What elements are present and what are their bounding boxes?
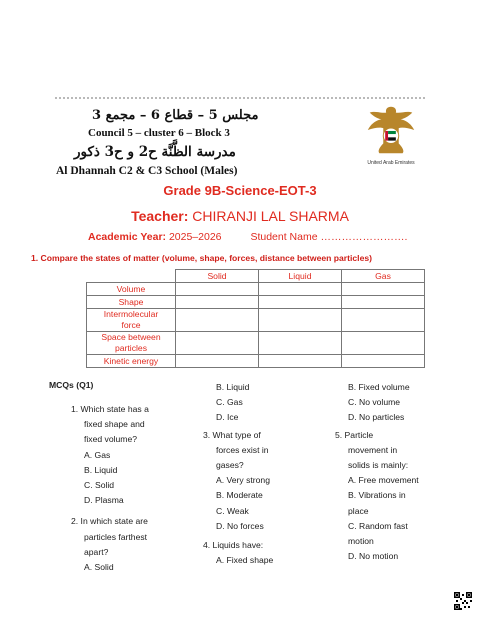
mcq-option[interactable]: C. No volume	[348, 397, 401, 408]
answer-cell[interactable]	[259, 283, 342, 296]
column-header-solid: Solid	[176, 270, 259, 283]
mcq-option[interactable]: C. Weak	[216, 505, 249, 516]
mcq-line: place	[348, 505, 369, 516]
row-header-line: Intermolecular	[103, 309, 159, 319]
mcq-option[interactable]: B. Liquid	[216, 382, 250, 392]
mcq-option[interactable]: B. Vibrations in	[348, 490, 406, 501]
qr-code-icon	[454, 592, 472, 610]
academic-year-label: Academic Year:	[88, 231, 167, 243]
arabic-council-line: مجلس 5 – قطاع 6 – مجمع 3	[92, 108, 259, 123]
arabic-school-line: مدرسة الظَّنَّة ح2 و ح3 ذكور	[74, 144, 236, 160]
mcq-option[interactable]: B. Liquid	[84, 464, 118, 475]
mcq-column-left	[71, 402, 149, 575]
row-header-shape: Shape	[87, 296, 176, 309]
teacher-label: Teacher:	[131, 208, 189, 224]
mcq-line: apart?	[84, 546, 109, 557]
row-header-line: particles	[115, 343, 147, 353]
council-line: Council 5 – cluster 6 – Block 3	[88, 127, 230, 139]
answer-cell[interactable]	[342, 355, 425, 368]
column-header-gas: Gas	[342, 270, 425, 283]
mcq-line: fixed shape and	[84, 419, 145, 430]
table-row	[87, 283, 425, 296]
emblem-caption: United Arab Emirates	[367, 160, 415, 166]
mcq-line: 2. In which state are	[71, 516, 148, 527]
table-row	[87, 355, 425, 368]
answer-cell[interactable]	[176, 332, 259, 355]
row-header-line: force	[121, 320, 141, 330]
answer-cell[interactable]	[259, 355, 342, 368]
mcq-line: fixed volume?	[84, 434, 138, 445]
mcq-option[interactable]: C. Random fast	[348, 520, 408, 531]
mcq-line: particles farthest	[84, 531, 148, 542]
mcq-option[interactable]: D. No forces	[216, 520, 264, 531]
mcq-option[interactable]: D. No motion	[348, 551, 399, 562]
mcq-option[interactable]: B. Fixed volume	[348, 382, 410, 392]
mcq-column-right	[335, 380, 419, 564]
mcq-option[interactable]: D. No particles	[348, 412, 405, 423]
mcq-option[interactable]: B. Moderate	[216, 490, 263, 501]
column-header-liquid: Liquid	[259, 270, 342, 283]
row-header-line: Space between	[101, 332, 161, 342]
mcq-option[interactable]: A. Very strong	[216, 475, 270, 486]
table-corner-cell	[87, 270, 176, 283]
mcq-line: 5. Particle	[335, 429, 374, 440]
mcq-line: 1. Which state has a	[71, 404, 149, 414]
mcq-line: gases?	[216, 460, 244, 471]
mcq-line: forces exist in	[216, 444, 269, 455]
answer-cell[interactable]	[176, 355, 259, 368]
mcq-line: motion	[348, 536, 374, 547]
mcq-line: 3. What type of	[203, 429, 261, 440]
answer-cell[interactable]	[342, 332, 425, 355]
mcq-option[interactable]: A. Gas	[84, 449, 111, 460]
mcq-option[interactable]: A. Fixed shape	[216, 555, 274, 566]
academic-year-value: 2025–2026	[168, 231, 222, 243]
answer-cell[interactable]	[342, 309, 425, 332]
table-row	[87, 296, 425, 309]
row-header-kinetic-energy: Kinetic energy	[87, 355, 176, 368]
mcq-option[interactable]: A. Free movement	[348, 475, 419, 486]
table-row	[87, 332, 425, 355]
row-header-space-between-particles	[87, 332, 176, 355]
header-divider	[55, 97, 425, 99]
uae-emblem-icon	[362, 101, 420, 159]
mcq-line: movement in	[348, 444, 398, 455]
table-row	[87, 309, 425, 332]
answer-cell[interactable]	[176, 296, 259, 309]
academic-year-line	[88, 231, 407, 243]
teacher-line	[0, 208, 480, 224]
mcq-option[interactable]: D. Plasma	[84, 495, 124, 506]
answer-cell[interactable]	[259, 332, 342, 355]
answer-cell[interactable]	[176, 309, 259, 332]
mcq-option[interactable]: C. Gas	[216, 397, 243, 408]
student-name-field: Student Name …………………….	[250, 231, 408, 243]
mcq-heading: MCQs (Q1)	[49, 380, 94, 390]
row-header-volume: Volume	[87, 283, 176, 296]
mcq-line: 4. Liquids have:	[203, 540, 264, 551]
row-header-intermolecular-force	[87, 309, 176, 332]
answer-cell[interactable]	[342, 296, 425, 309]
states-comparison-table	[86, 269, 425, 368]
school-name: Al Dhannah C2 & C3 School (Males)	[56, 165, 238, 177]
teacher-name: CHIRANJI LAL SHARMA	[192, 208, 349, 224]
answer-cell[interactable]	[176, 283, 259, 296]
page-title: Grade 9B-Science-EOT-3	[163, 183, 317, 198]
mcq-column-middle	[203, 380, 273, 568]
answer-cell[interactable]	[259, 309, 342, 332]
mcq-option[interactable]: C. Solid	[84, 480, 115, 491]
question-1-prompt: 1. Compare the states of matter (volume, shape, forces, distance between particles)	[31, 253, 372, 263]
table-header-row	[87, 270, 425, 283]
mcq-option[interactable]: D. Ice	[216, 412, 239, 423]
answer-cell[interactable]	[259, 296, 342, 309]
mcq-option[interactable]: A. Solid	[84, 562, 114, 573]
mcq-line: solids is mainly:	[348, 460, 409, 471]
answer-cell[interactable]	[342, 283, 425, 296]
